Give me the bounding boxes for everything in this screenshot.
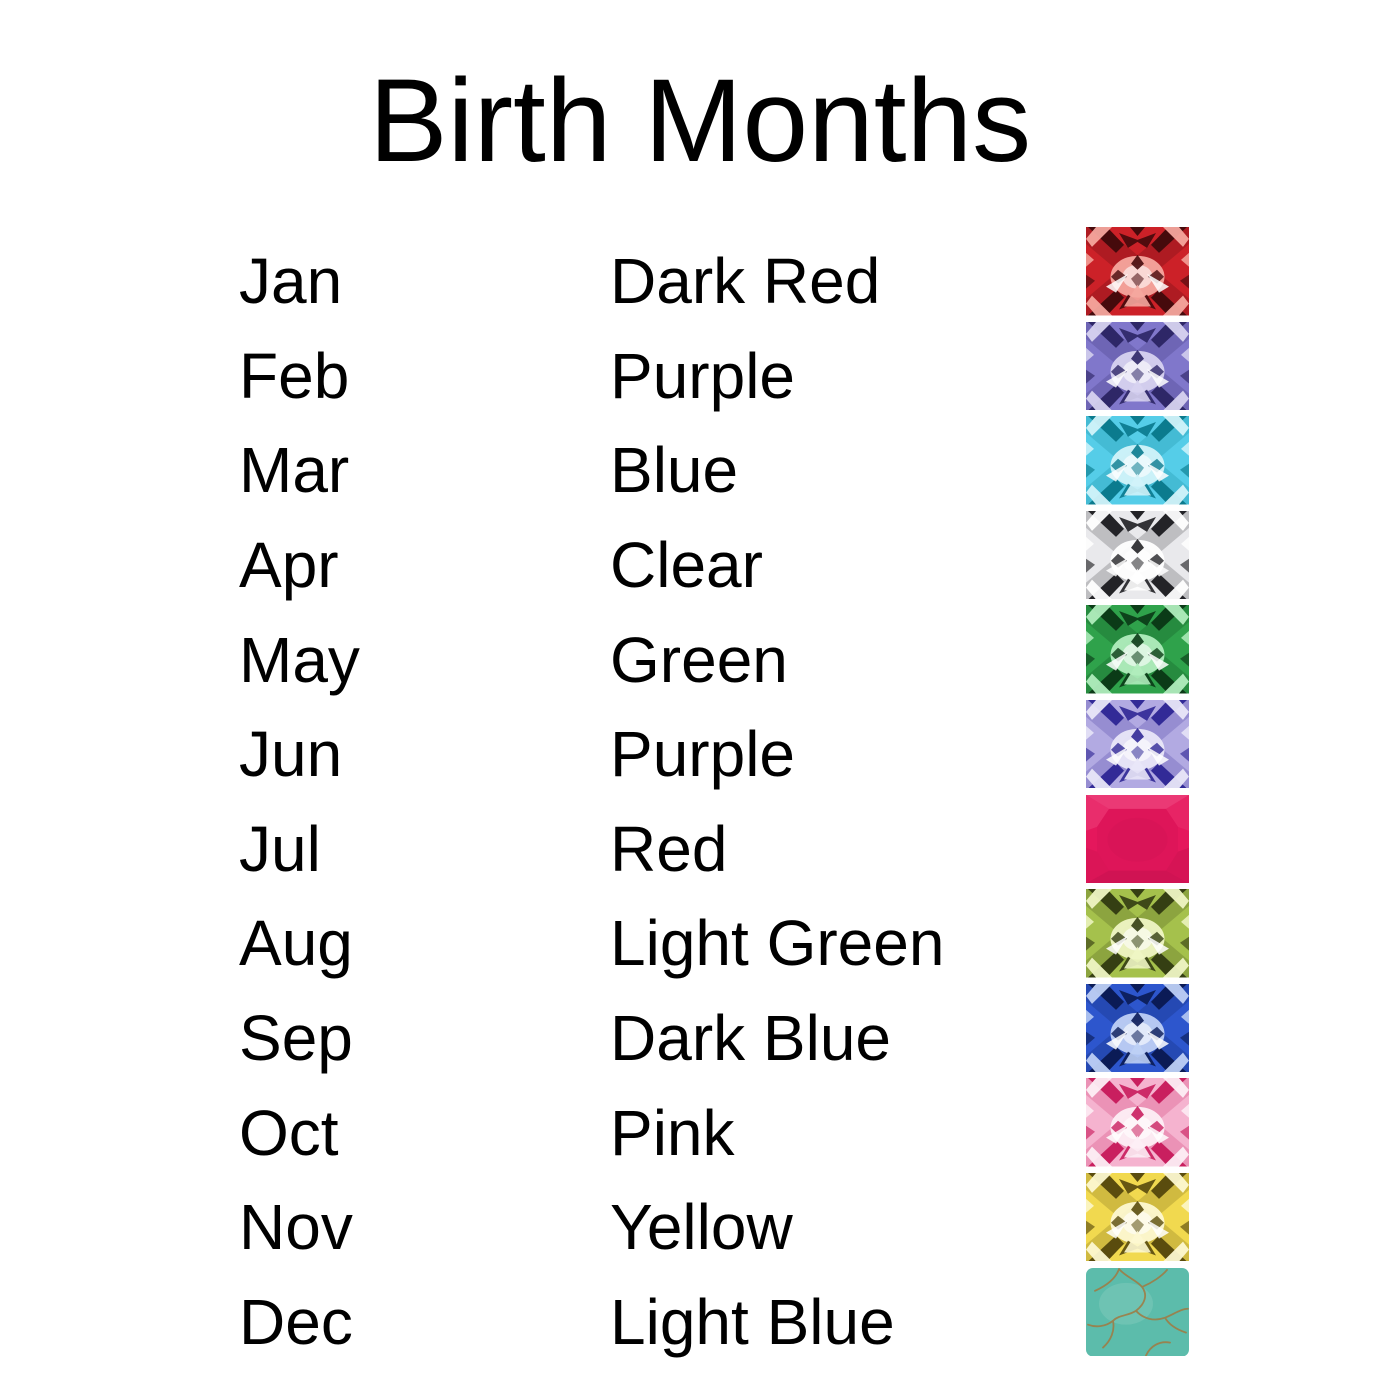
- month-label-oct: Oct: [239, 1096, 339, 1169]
- table-row: [0, 1078, 1400, 1173]
- month-label-aug: Aug: [239, 907, 353, 980]
- alexandrite-gem-icon: [1086, 700, 1189, 789]
- peridot-gem-icon: [1086, 889, 1189, 978]
- color-name-label-aug: Light Green: [610, 907, 945, 980]
- amethyst-gem-icon: [1086, 322, 1189, 411]
- month-label-jan: Jan: [239, 245, 343, 318]
- month-label-mar: Mar: [239, 434, 350, 507]
- table-row: [0, 416, 1400, 511]
- table-row: [0, 227, 1400, 322]
- table-row: [0, 889, 1400, 984]
- color-name-label-feb: Purple: [610, 339, 795, 412]
- month-label-dec: Dec: [239, 1285, 353, 1358]
- yellow-topaz-gem-icon: [1086, 1173, 1189, 1262]
- month-label-may: May: [239, 623, 360, 696]
- table-row: [0, 795, 1400, 890]
- month-label-sep: Sep: [239, 1002, 353, 1075]
- month-label-jun: Jun: [239, 718, 343, 791]
- table-row: [0, 511, 1400, 606]
- month-label-feb: Feb: [239, 339, 350, 412]
- turquoise-gem-icon: [1086, 1268, 1189, 1357]
- table-row: [0, 984, 1400, 1079]
- table-row: [0, 322, 1400, 417]
- color-name-label-may: Green: [610, 623, 788, 696]
- ruby-gem-icon: [1086, 795, 1189, 884]
- color-name-label-nov: Yellow: [610, 1191, 793, 1264]
- color-name-label-apr: Clear: [610, 529, 763, 602]
- emerald-gem-icon: [1086, 605, 1189, 694]
- month-label-apr: Apr: [239, 529, 339, 602]
- color-name-label-jul: Red: [610, 812, 728, 885]
- diamond-gem-icon: [1086, 511, 1189, 600]
- garnet-gem-icon: [1086, 227, 1189, 316]
- month-label-nov: Nov: [239, 1191, 353, 1264]
- sapphire-gem-icon: [1086, 984, 1189, 1073]
- page-title: Birth Months: [368, 55, 1032, 187]
- birthstone-table: [0, 227, 1400, 1362]
- color-name-label-oct: Pink: [610, 1096, 735, 1169]
- pink-tourmaline-gem-icon: [1086, 1078, 1189, 1167]
- color-name-label-jun: Purple: [610, 718, 795, 791]
- table-row: [0, 1268, 1400, 1363]
- table-row: [0, 700, 1400, 795]
- color-name-label-sep: Dark Blue: [610, 1002, 891, 1075]
- aquamarine-gem-icon: [1086, 416, 1189, 505]
- month-label-jul: Jul: [239, 812, 321, 885]
- color-name-label-mar: Blue: [610, 434, 739, 507]
- color-name-label-dec: Light Blue: [610, 1285, 895, 1358]
- color-name-label-jan: Dark Red: [610, 245, 881, 318]
- table-row: [0, 1173, 1400, 1268]
- table-row: [0, 605, 1400, 700]
